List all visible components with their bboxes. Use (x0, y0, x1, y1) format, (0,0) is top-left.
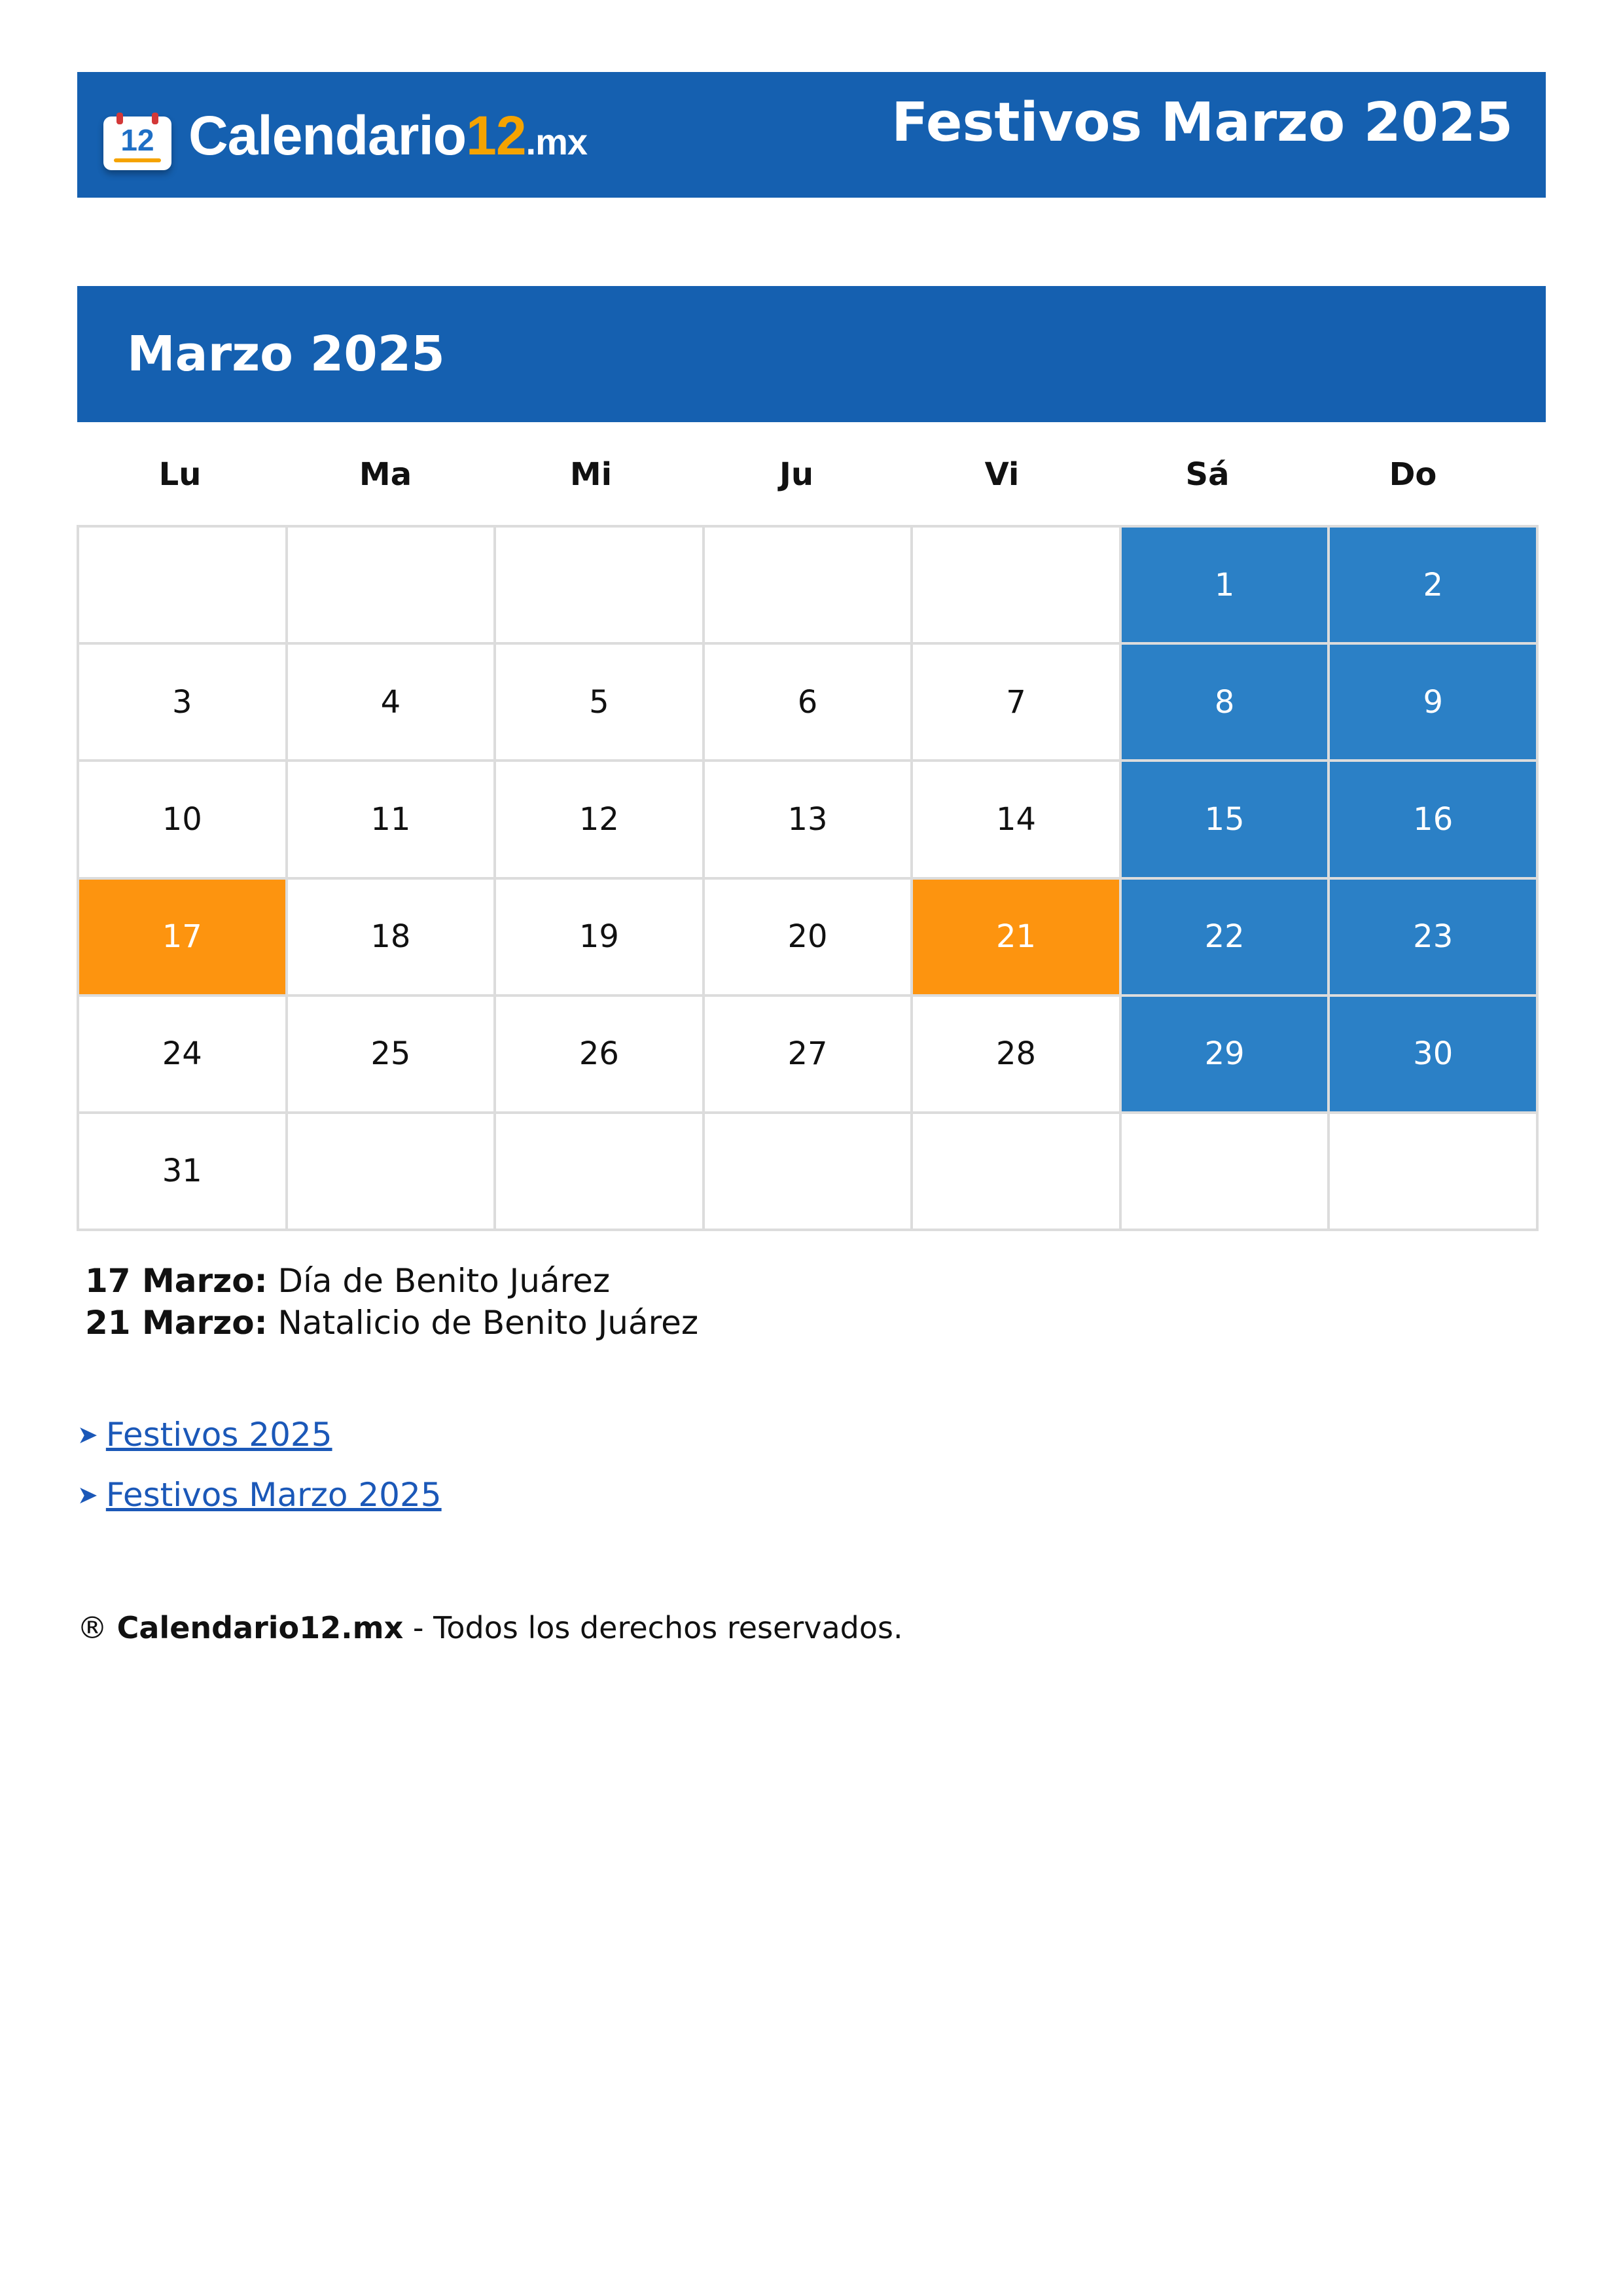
calendar-day: 13 (705, 762, 914, 879)
calendar-day-weekend: 8 (1122, 645, 1330, 762)
holiday-item (85, 1302, 698, 1344)
month-header (77, 286, 1546, 422)
calendar-day: 20 (705, 880, 914, 997)
calendar-day-weekend: 1 (1122, 528, 1330, 645)
weekday-label: Vi (984, 456, 1020, 493)
calendar-empty-cell (705, 1114, 914, 1231)
calendar-day: 19 (496, 880, 705, 997)
link-item (77, 1465, 442, 1525)
link-festivos-2025[interactable]: Festivos 2025 (105, 1416, 332, 1454)
calendar-day: 27 (705, 997, 914, 1114)
calendar-day: 6 (705, 645, 914, 762)
calendar-day: 5 (496, 645, 705, 762)
calendar-day-weekend: 2 (1330, 528, 1539, 645)
month-title: Marzo 2025 (127, 326, 445, 382)
calendar-day: 26 (496, 997, 705, 1114)
arrow-right-icon: ➤ (77, 1420, 98, 1449)
calendar-empty-cell (705, 528, 914, 645)
link-item (77, 1405, 442, 1465)
calendar-empty-cell (496, 1114, 705, 1231)
calendar-day-weekend: 9 (1330, 645, 1539, 762)
weekday-label: Sá (1185, 456, 1230, 493)
calendar-day: 3 (79, 645, 288, 762)
weekday-header-row (77, 452, 1537, 497)
calendar-day-weekend: 16 (1330, 762, 1539, 879)
registered-symbol: ® (77, 1610, 107, 1645)
calendar-day-weekend: 30 (1330, 997, 1539, 1114)
holiday-name: Natalicio de Benito Juárez (277, 1304, 699, 1342)
calendar-empty-cell (913, 528, 1122, 645)
site-logo[interactable] (103, 106, 587, 171)
footer-brand: Calendario12.mx (116, 1610, 404, 1645)
footer (77, 1607, 903, 1649)
calendar-day: 12 (496, 762, 705, 879)
holiday-item (85, 1260, 698, 1302)
link-festivos-marzo-2025[interactable]: Festivos Marzo 2025 (105, 1476, 442, 1514)
holiday-date: 21 Marzo: (85, 1304, 268, 1342)
calendar-empty-cell (496, 528, 705, 645)
calendar-empty-cell (288, 1114, 497, 1231)
calendar-day: 25 (288, 997, 497, 1114)
calendar-grid (77, 525, 1539, 1231)
page-title: Festivos Marzo 2025 (891, 92, 1513, 154)
logo-wordmark (188, 103, 587, 175)
calendar-day: 11 (288, 762, 497, 879)
calendar-day-weekend: 23 (1330, 880, 1539, 997)
calendar-icon (103, 113, 171, 169)
calendar-day: 31 (79, 1114, 288, 1231)
calendar-empty-cell (913, 1114, 1122, 1231)
weekday-label: Ma (359, 456, 412, 493)
calendar-icon-underline (114, 158, 161, 162)
weekday-label: Ju (779, 456, 814, 493)
calendar-day: 7 (913, 645, 1122, 762)
calendar-empty-cell (1122, 1114, 1330, 1231)
weekday-label: Mi (569, 456, 613, 493)
footer-text: - Todos los derechos reservados. (412, 1610, 903, 1645)
calendar-icon-number: 12 (120, 123, 154, 157)
holiday-date: 17 Marzo: (85, 1262, 268, 1300)
calendar-empty-cell (288, 528, 497, 645)
holiday-name: Día de Benito Juárez (277, 1262, 611, 1300)
calendar-day-holiday: 17 (79, 880, 288, 997)
weekday-label: Do (1389, 456, 1437, 493)
logo-text-tld: .mx (526, 121, 588, 162)
calendar-day: 24 (79, 997, 288, 1114)
arrow-right-icon: ➤ (77, 1480, 98, 1509)
calendar-empty-cell (1330, 1114, 1539, 1231)
calendar-day: 10 (79, 762, 288, 879)
calendar-day-weekend: 15 (1122, 762, 1330, 879)
related-links (77, 1405, 442, 1525)
weekday-label: Lu (158, 456, 202, 493)
calendar-day: 28 (913, 997, 1122, 1114)
calendar-day: 18 (288, 880, 497, 997)
top-banner (77, 72, 1546, 198)
calendar-day-holiday: 21 (913, 880, 1122, 997)
calendar-day: 14 (913, 762, 1122, 879)
holiday-list (85, 1260, 698, 1344)
calendar-empty-cell (79, 528, 288, 645)
logo-text-main: Calendario (188, 105, 467, 166)
calendar-day-weekend: 22 (1122, 880, 1330, 997)
calendar-day-weekend: 29 (1122, 997, 1330, 1114)
calendar-day: 4 (288, 645, 497, 762)
logo-text-accent: 12 (466, 105, 526, 166)
